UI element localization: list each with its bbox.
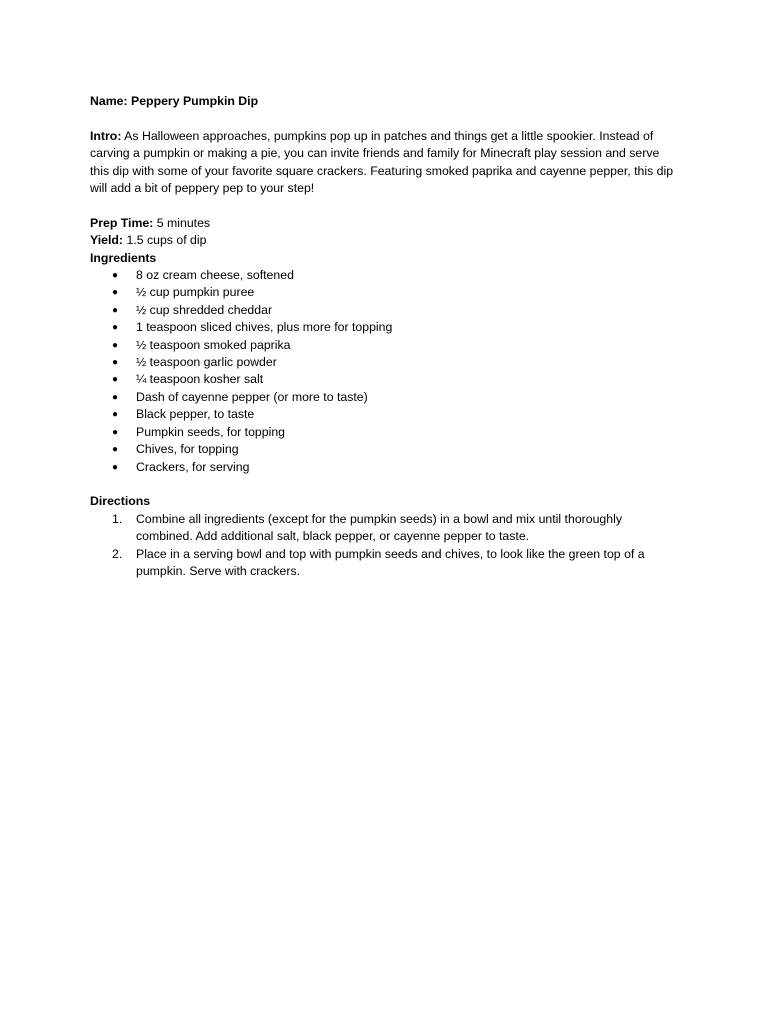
bullet-icon: ● [112, 409, 119, 421]
name-label: Name: [90, 94, 128, 108]
directions-heading: Directions [90, 494, 151, 509]
list-item [90, 441, 680, 458]
ingredient-text: Pumpkin seeds, for topping [136, 424, 286, 439]
spacer [90, 110, 680, 127]
bullet-icon: ● [112, 426, 119, 438]
direction-step [90, 546, 680, 581]
ingredient-text: ½ cup pumpkin puree [136, 285, 255, 300]
directions-list [90, 511, 680, 581]
list-item [90, 371, 680, 388]
list-item [90, 284, 680, 301]
yield-line [90, 232, 680, 249]
list-item [90, 354, 680, 371]
ingredient-text: ½ teaspoon smoked paprika [136, 337, 291, 352]
ingredients-list [90, 267, 680, 476]
step-number: 2. [112, 546, 123, 561]
bullet-icon: ● [112, 304, 119, 316]
bullet-icon: ● [112, 391, 119, 403]
bullet-icon: ● [112, 339, 119, 351]
ingredient-text: Crackers, for serving [136, 459, 250, 474]
ingredient-text: Dash of cayenne pepper (or more to taste) [136, 389, 368, 404]
bullet-icon: ● [112, 461, 119, 473]
list-item [90, 337, 680, 354]
bullet-icon: ● [112, 444, 119, 456]
recipe-name-line [90, 93, 680, 110]
intro-paragraph [90, 128, 680, 198]
list-item [90, 459, 680, 476]
list-item [90, 302, 680, 319]
prep-time-label: Prep Time: [90, 215, 154, 230]
prep-time-value: 5 minutes [156, 215, 211, 230]
step-text: Combine all ingredients (except for the pumpkin seeds) in a bowl and mix until thoroughly combined. Add additional salt, black pepper, or cayenne pepper to taste. [136, 511, 622, 544]
list-item [90, 424, 680, 441]
recipe-document [90, 93, 680, 580]
ingredient-text: 8 oz cream cheese, softened [136, 268, 294, 283]
ingredient-text: ½ cup shredded cheddar [136, 302, 273, 317]
intro-text: As Halloween approaches, pumpkins pop up in patches and things get a little spookier. Instead of carving a pumpkin or making a pie, you can invite friends and family for Minecraft play session and serve this dip with some of your favorite square crackers. Featuring smoked paprika and cayenne pepper, this dip will add a bit of peppery pep to your step! [90, 128, 674, 196]
ingredients-heading: Ingredients [90, 250, 157, 265]
ingredient-text: ¼ teaspoon kosher salt [136, 372, 264, 387]
yield-value: 1.5 cups of dip [126, 233, 207, 248]
spacer [90, 476, 680, 493]
bullet-icon: ● [112, 270, 119, 282]
bullet-icon: ● [112, 374, 119, 386]
list-item [90, 319, 680, 336]
list-item [90, 267, 680, 284]
ingredient-text: 1 teaspoon sliced chives, plus more for topping [136, 320, 393, 335]
bullet-icon: ● [112, 357, 119, 369]
ingredient-text: ½ teaspoon garlic powder [136, 355, 277, 370]
prep-time-line [90, 215, 680, 232]
direction-step [90, 511, 680, 546]
step-text: Place in a serving bowl and top with pumpkin seeds and chives, to look like the green top of a pumpkin. Serve with crackers. [136, 546, 645, 578]
list-item [90, 406, 680, 423]
ingredient-text: Black pepper, to taste [136, 407, 255, 422]
intro-label: Intro: [90, 128, 122, 143]
step-number: 1. [112, 511, 123, 526]
recipe-title: Peppery Pumpkin Dip [131, 94, 259, 108]
spacer [90, 197, 680, 214]
list-item [90, 389, 680, 406]
bullet-icon: ● [112, 287, 119, 299]
yield-label: Yield: [90, 233, 124, 248]
bullet-icon: ● [112, 322, 119, 334]
ingredient-text: Chives, for topping [136, 442, 239, 457]
